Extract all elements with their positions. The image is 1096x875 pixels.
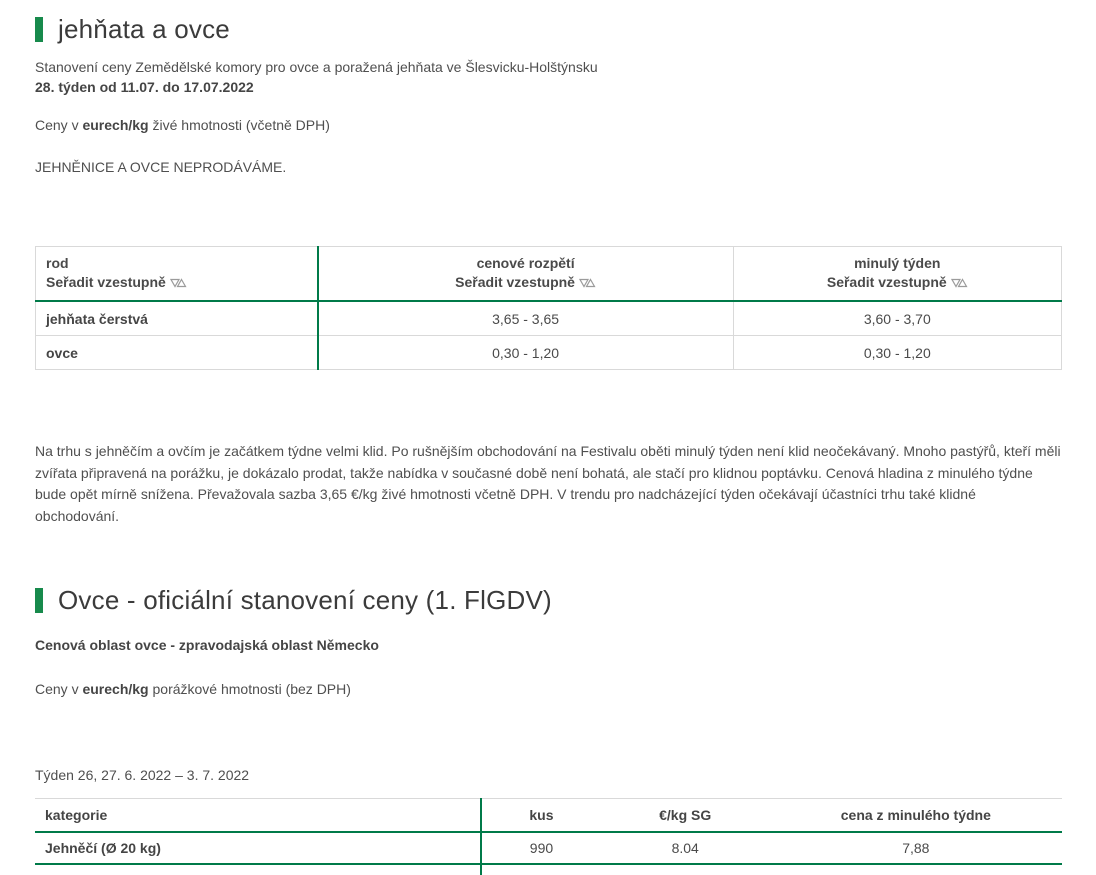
sort-control-rod[interactable] [46,273,187,292]
official-price-table [35,798,1062,875]
heading-accent-bar [35,588,43,613]
sort-ascending-icon [951,278,968,288]
official-price-table-container [35,798,1062,875]
price-per-kg-value: 8.04 [601,832,770,864]
table-row-clipped [35,864,1062,875]
section1-heading [35,14,1062,45]
section1-price-unit-line [35,115,1062,135]
price-unit: eurech/kg [82,117,149,133]
sort-label: Seřadit vzestupně [826,274,947,290]
sort-ascending-icon [170,278,187,288]
section1-notice: JEHNĚNICE A OVCE NEPRODÁVÁME. [35,159,287,175]
section1-week-line: 28. týden od 11.07. do 17.07.2022 [35,79,254,95]
column-header-rod [36,247,318,302]
price-suffix: živé hmotnosti (včetně DPH) [152,117,330,133]
last-week-value: 3,60 - 3,70 [733,301,1061,336]
section1-subtitle: Stanovení ceny Zemědělské komory pro ovce a poražená jehňata ve Šlesvicku-Holštýnsku [35,59,598,75]
price-range-table [35,246,1062,370]
sort-label: Seřadit vzestupně [455,274,575,290]
last-week-value: 0,30 - 1,20 [863,344,931,361]
section1-subtitle-block [35,57,1062,97]
last-week-price-value: 7,88 [770,832,1062,864]
table-row [36,336,1062,370]
sort-control-cenove-rozpeti[interactable] [455,273,596,292]
row-label: Jehněčí (Ø 20 kg) [35,832,481,864]
heading-accent-bar [35,17,43,42]
column-title: rod [46,255,69,271]
column-title: minulý týden [854,255,941,271]
table-header-row [36,247,1062,302]
section2-title: Ovce - oficiální stanovení ceny (1. FlGDV) [58,585,552,615]
table-row [35,832,1062,864]
page-title: jehňata a ovce [58,14,230,44]
column-header-cena-minuly-tyden: cena z minulého týdne [770,799,1062,833]
market-commentary: Na trhu s jehněčím a ovčím je začátkem týdne velmi klid. Po rušnějším obchodování na Festivalu oběti minulý týden není klid neočekávaný. Mnoho pastýřů, kteří měli zvířata připravená na porážku, je dokázalo prodat, takže nabídka v současné době není bohatá, ale stačí pro klidnou poptávku. Cenová hladina z minulého týdne bude opět mírně snížena. Převažovala sazba 3,65 €/kg živé hmotnosti včetně DPH. V trendu pro nadcházející týden očekávají účastníci trhu také klidné obchodování. [35,443,1061,524]
price-unit: eurech/kg [82,681,149,697]
column-header-kus: kus [481,799,601,833]
column-header-minuly-tyden [733,247,1061,302]
price-range-table-container [35,246,1062,370]
row-label: jehňata čerstvá [36,301,318,336]
row-label: ovce [36,336,318,370]
head-count-value: 990 [481,832,601,864]
column-header-kategorie: kategorie [35,799,481,833]
price-range-value: 3,65 - 3,65 [318,301,733,336]
section2-week-line: Týden 26, 27. 6. 2022 – 3. 7. 2022 [35,767,250,783]
table-header-row [35,799,1062,833]
column-header-eur-kg-sg: €/kg SG [601,799,770,833]
section2-heading [35,585,1062,616]
sort-ascending-icon [579,278,596,288]
section2-region-line: Cenová oblast ovce - zpravodajská oblast Německo [35,637,379,653]
price-prefix: Ceny v [35,117,79,133]
section2-price-unit-line [35,679,1062,699]
price-range-value: 0,30 - 1,20 [318,336,733,370]
sort-label: Seřadit vzestupně [46,274,166,290]
price-prefix: Ceny v [35,681,79,697]
sort-control-minuly-tyden[interactable] [827,273,968,292]
table-row [36,301,1062,336]
price-suffix: porážkové hmotnosti (bez DPH) [152,681,351,697]
column-title: cenové rozpětí [476,255,575,271]
column-header-cenove-rozpeti [318,247,733,302]
